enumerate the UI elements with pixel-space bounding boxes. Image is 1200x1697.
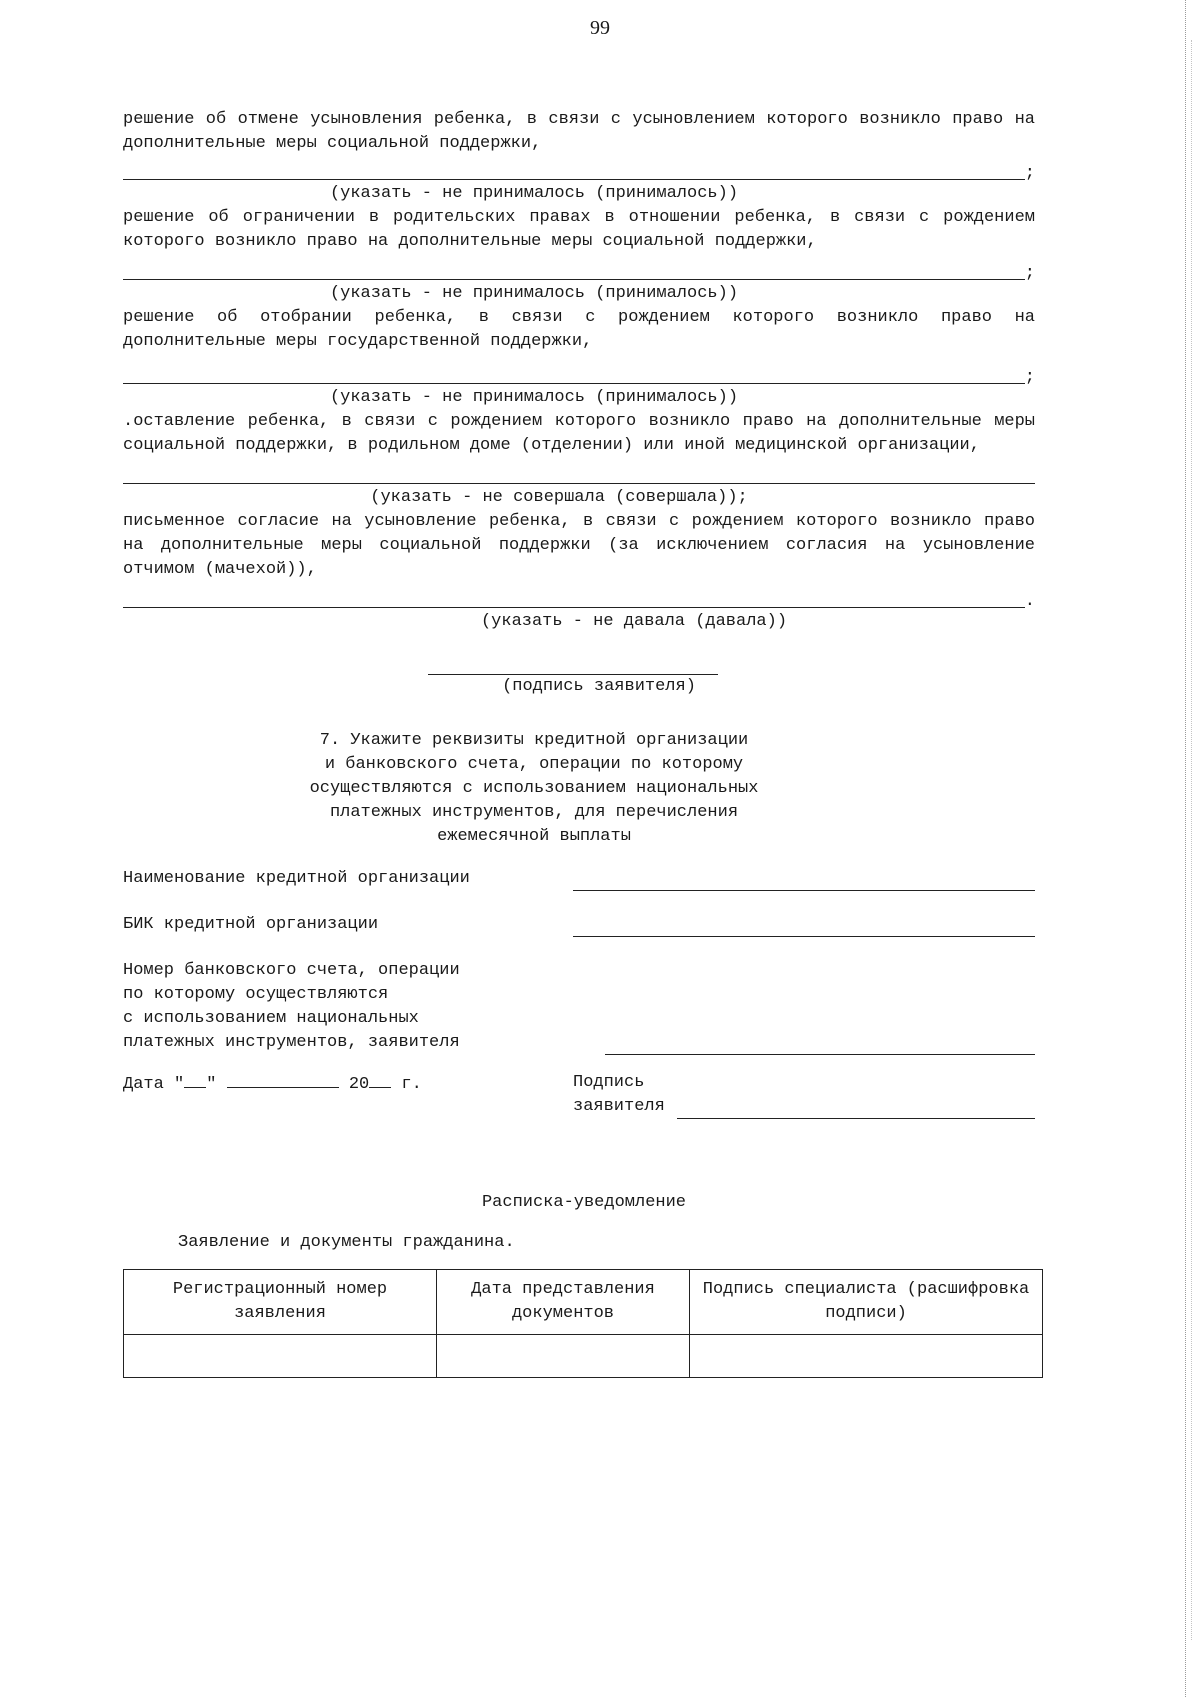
answer-line[interactable] (123, 460, 1035, 486)
title-line: ежемесячной выплаты (437, 827, 631, 846)
date-year-prefix: 20 (348, 1075, 370, 1094)
date-field (123, 1071, 573, 1119)
account-number-field[interactable] (605, 1036, 1035, 1055)
scan-edge (1191, 40, 1192, 1640)
item-hint: (указать - не принималось (принималось)) (329, 388, 739, 407)
answer-line[interactable] (123, 256, 1035, 282)
signature-label-line: Подпись (573, 1073, 645, 1092)
bik-field[interactable] (573, 918, 1035, 937)
applicant-signature-field[interactable] (677, 1100, 1035, 1119)
item-hint: (указать - не принималось (принималось)) (329, 284, 739, 303)
answer-line[interactable] (123, 584, 1035, 610)
answer-line[interactable] (123, 360, 1035, 386)
receipt-text: Заявление и документы гражданина. (178, 1233, 515, 1252)
date-day-field[interactable] (184, 1071, 206, 1088)
bik-row (123, 913, 1035, 937)
scan-edge (1185, 0, 1186, 1697)
column-specialist-signature: Подпись специалиста (расшифровка подписи) (690, 1270, 1043, 1335)
registration-number-cell[interactable] (124, 1335, 437, 1378)
specialist-signature-cell[interactable] (690, 1335, 1043, 1378)
bank-name-label: Наименование кредитной организации (123, 869, 470, 888)
section-7-title (123, 729, 1035, 849)
receipt-header-row (124, 1270, 1043, 1335)
signature-caption: (подпись заявителя) (502, 677, 696, 696)
answer-line[interactable] (123, 156, 1035, 182)
date-month-field[interactable] (227, 1071, 339, 1088)
title-line: и банковского счета, операции по которому (324, 755, 744, 774)
bik-label: БИК кредитной организации (123, 915, 379, 934)
receipt-title: Расписка-уведомление (481, 1193, 687, 1212)
line-end-mark: . (1024, 592, 1035, 611)
title-line: 7. Укажите реквизиты кредитной организации (319, 731, 749, 750)
account-label-line: с использованием национальных (123, 1009, 419, 1028)
line-end-mark: ; (1024, 264, 1035, 283)
bank-name-field[interactable] (573, 872, 1035, 891)
item-child-removal (123, 306, 1035, 410)
submission-date-cell[interactable] (437, 1335, 690, 1378)
account-row (123, 959, 1035, 1055)
applicant-signature-block (123, 672, 1035, 699)
bank-name-row (123, 867, 1035, 891)
item-hint: (указать - не совершала (совершала)); (370, 488, 748, 507)
date-signature-row (123, 1071, 1035, 1119)
account-label-line: по которому осуществляются (123, 985, 389, 1004)
receipt-data-row (124, 1335, 1043, 1378)
item-cancel-adoption (123, 108, 1035, 206)
page-number: 99 (590, 17, 610, 39)
column-registration-number: Регистрационный номер заявления (124, 1270, 437, 1335)
item-text: .оставление ребенка, в связи с рождением которого возникло право на дополнительные меры социальной поддержки, в родильном доме (отделении) или иной медицинской организации, (123, 412, 1035, 455)
receipt-table (123, 1269, 1043, 1378)
account-label (123, 959, 460, 1055)
date-year-field[interactable] (369, 1071, 391, 1088)
item-text: письменное согласие на усыновление ребенка, в связи с рождением которого возникло право на дополнительные меры социальной поддержки (за исключением согласия на усыновление отчимом (мачехой)), (123, 512, 1035, 579)
account-label-line: платежных инструментов, заявителя (123, 1033, 460, 1052)
signature-line-row (573, 1095, 1035, 1119)
date-prefix: Дата " (123, 1075, 185, 1094)
signature-label-line: заявителя (573, 1097, 665, 1116)
line-end-mark: ; (1024, 164, 1035, 183)
line-end-mark: ; (1024, 368, 1035, 387)
applicant-signature (573, 1071, 1035, 1119)
item-parental-rights-limitation (123, 206, 1035, 306)
item-hint: (указать - не принималось (принималось)) (329, 184, 739, 203)
title-line: платежных инструментов, для перечисления (329, 803, 739, 822)
date-quote: " (206, 1075, 217, 1094)
item-child-abandonment (123, 410, 1035, 510)
item-text: решение об отобрании ребенка, в связи с рождением которого возникло право на дополнительные меры государственной поддержки, (123, 308, 1035, 351)
item-adoption-consent (123, 510, 1035, 634)
date-suffix: г. (391, 1075, 422, 1094)
title-line: осуществляются с использованием национальных (309, 779, 759, 798)
column-submission-date: Дата представления документов (437, 1270, 690, 1335)
account-label-line: Номер банковского счета, операции (123, 961, 460, 980)
document-body (123, 108, 1035, 1378)
item-hint: (указать - не давала (давала)) (480, 612, 788, 631)
item-text: решение об ограничении в родительских правах в отношении ребенка, в связи с рождением которого возникло право на дополнительные меры социальной поддержки, (123, 208, 1035, 251)
item-text: решение об отмене усыновления ребенка, в связи с усыновлением которого возникло право на дополнительные меры социальной поддержки, (123, 110, 1035, 153)
